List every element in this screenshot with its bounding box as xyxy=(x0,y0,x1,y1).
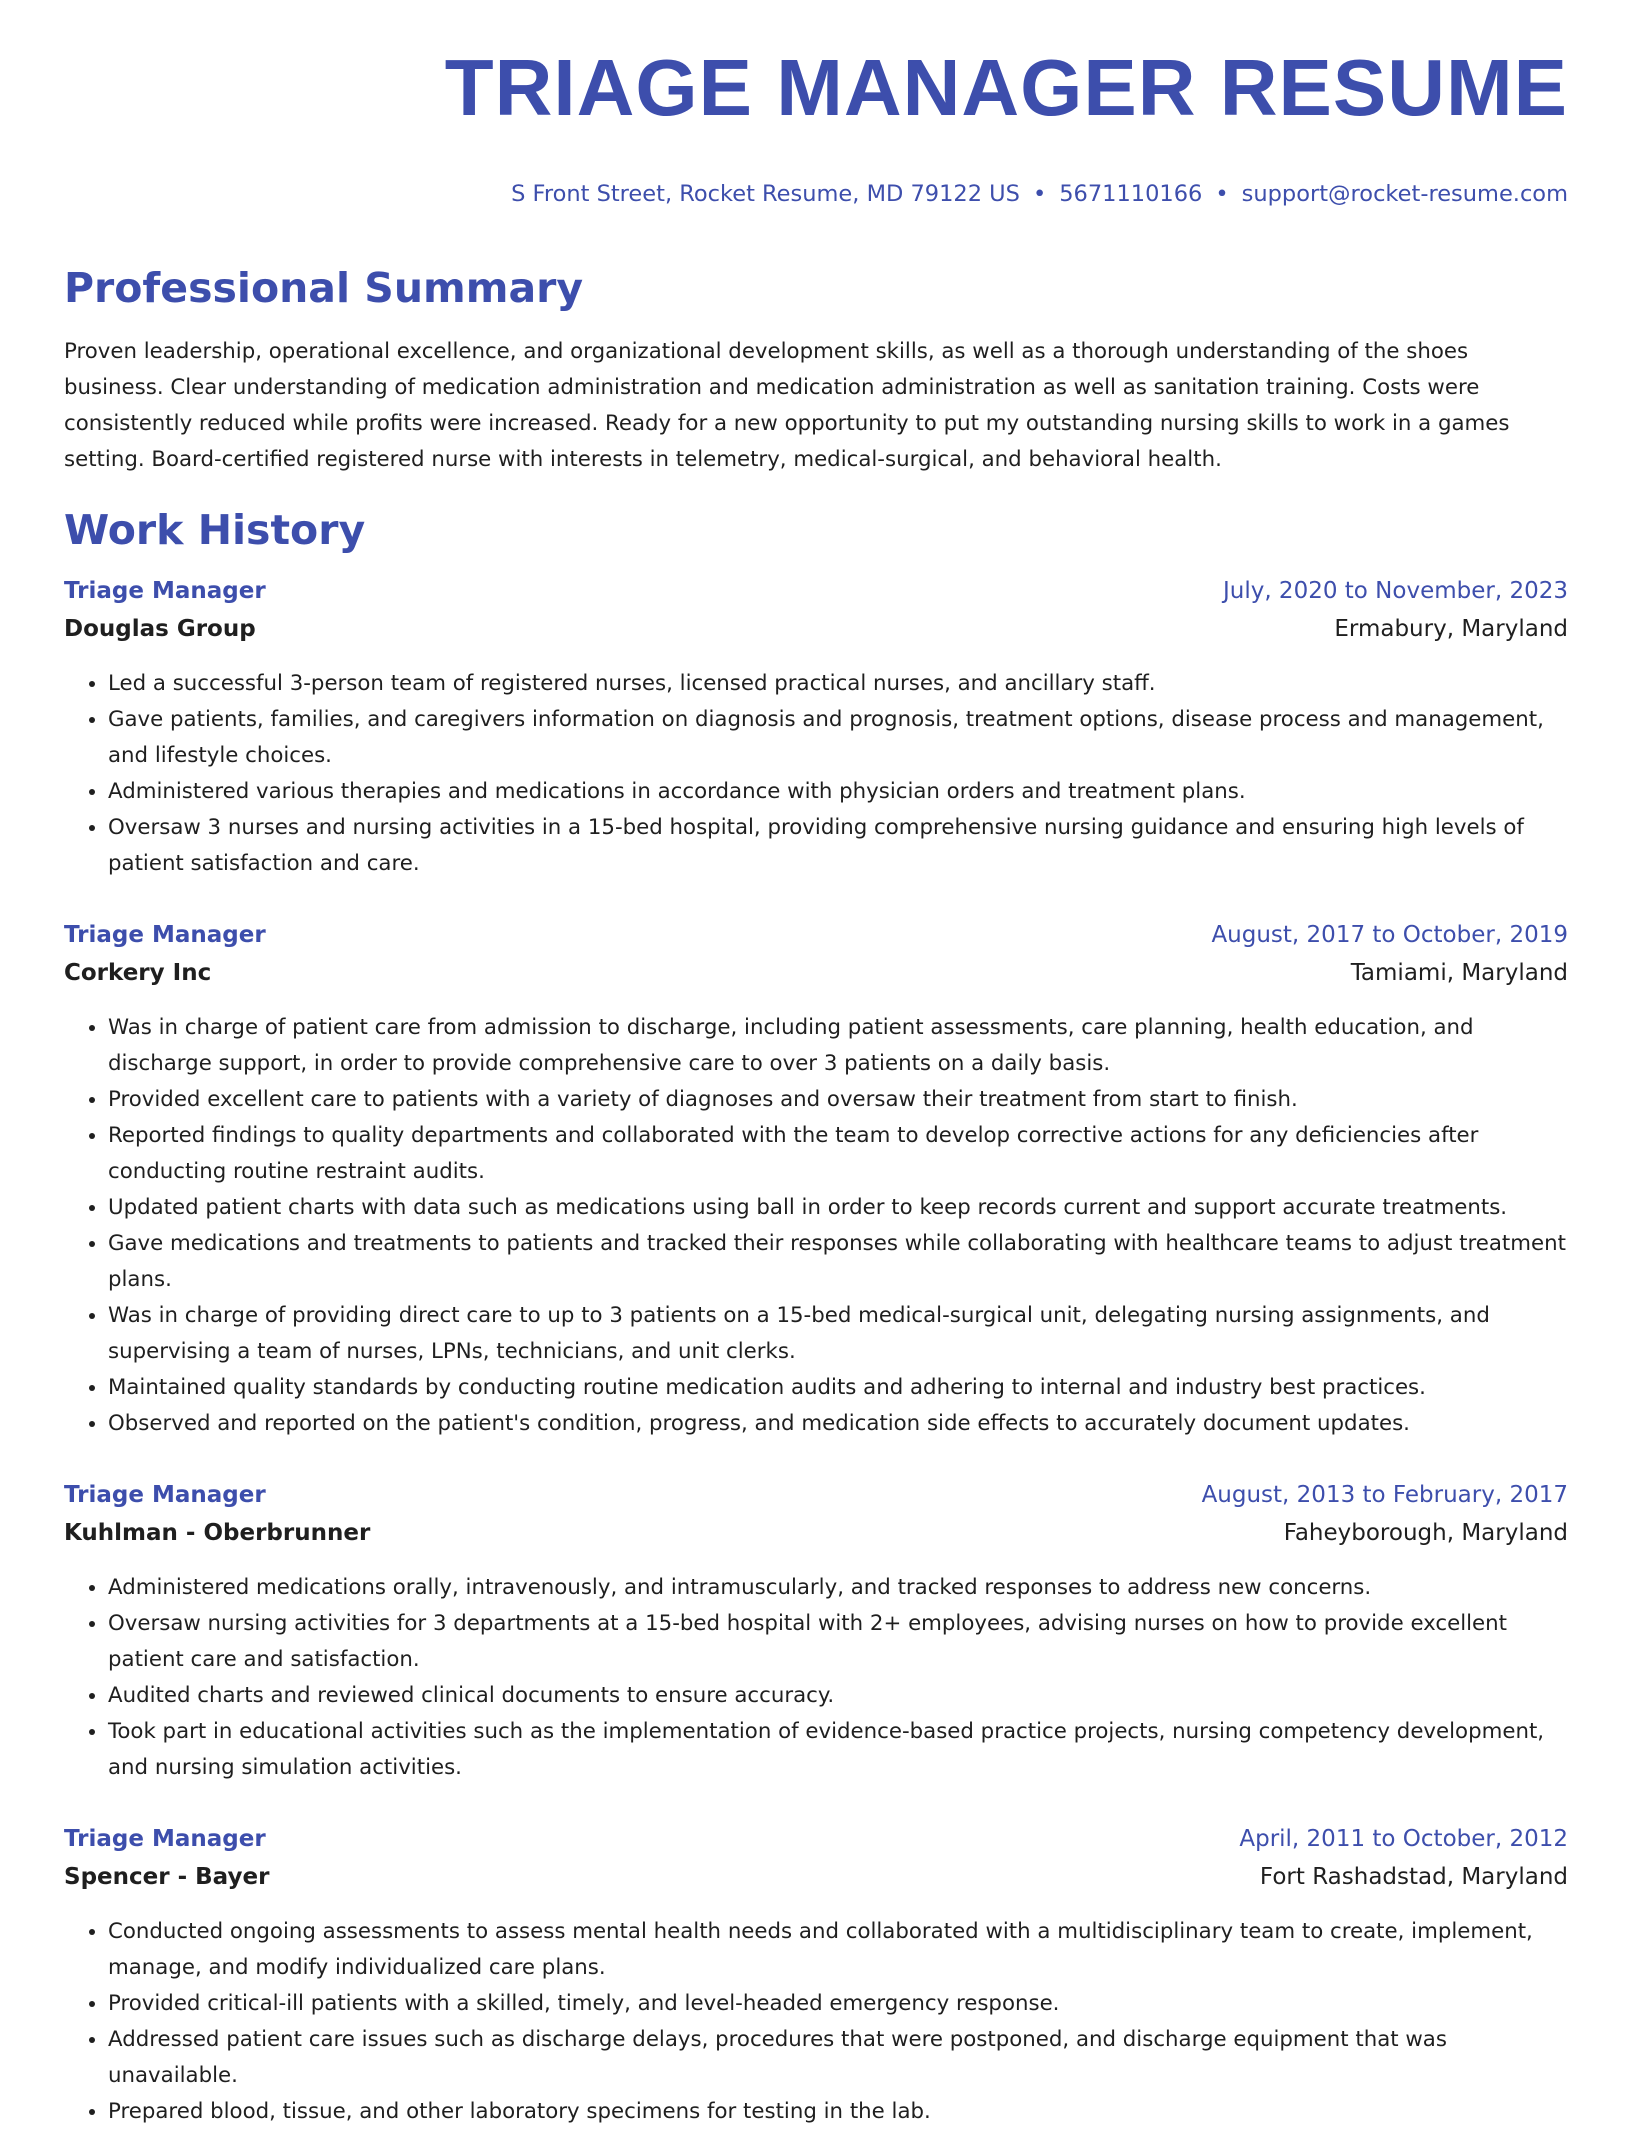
contact-separator: • xyxy=(1215,181,1229,207)
job-header xyxy=(64,1482,1568,1520)
job-bullet: • Reported findings to quality departments and collaborated with the team to develop corrective actions for any deficiencies after conducting routine restraint audits. xyxy=(108,1118,1568,1190)
job-dates: April, 2011 to October, 2012 xyxy=(1239,1826,1568,1852)
job-bullet: • Conducted ongoing assessments to assess mental health needs and collaborated with a multidisciplinary team to create, implement, manage, and modify individualized care plans. xyxy=(108,1914,1568,1986)
resume-title: TRIAGE MANAGER RESUME xyxy=(444,43,1568,132)
job-header xyxy=(64,922,1568,960)
job-subheader xyxy=(64,1864,1568,1902)
contact-phone: 5671110166 xyxy=(1059,181,1203,207)
job-subheader xyxy=(64,960,1568,998)
summary-heading: Professional Summary xyxy=(64,264,584,312)
job-company: Spencer - Bayer xyxy=(64,1864,270,1890)
contact-separator: • xyxy=(1032,181,1047,207)
contact-email[interactable]: support@rocket-resume.com xyxy=(1241,181,1568,207)
job-bullet: • Oversaw 3 nurses and nursing activities in a 15-bed hospital, providing comprehensive nursing guidance and ensuring high levels of patient satisfaction and care. xyxy=(108,810,1568,882)
job-location: Faheyborough, Maryland xyxy=(1283,1520,1568,1546)
job-bullets xyxy=(64,1010,1568,1442)
job-subheader xyxy=(64,1520,1568,1558)
job-location: Tamiami, Maryland xyxy=(1350,960,1568,986)
job-bullet: • Addressed patient care issues such as discharge delays, procedures that were postponed, and discharge equipment that was unavailable. xyxy=(108,2022,1568,2094)
job-bullet: • Provided excellent care to patients with a variety of diagnoses and oversaw their treatment from start to finish. xyxy=(108,1082,1568,1118)
contact-address: S Front Street, Rocket Resume, MD 79122 US xyxy=(511,181,1020,207)
job-header xyxy=(64,578,1568,616)
work-history-heading: Work History xyxy=(64,506,366,554)
summary-text: Proven leadership, operational excellence, and organizational development skills, as well as a thorough understanding of the shoes business. Clear understanding of medication administration and medication administration as well as sanitation training. Costs were consistently reduced while profits were increased. Ready for a new opportunity to put my outstanding nursing skills to work in a games setting. Board-certified registered nurse with interests in telemetry, medical-surgical, and behavioral health. xyxy=(64,339,1510,472)
job-bullet: • Gave medications and treatments to patients and tracked their responses while collaborating with healthcare teams to adjust treatment plans. xyxy=(108,1226,1568,1298)
job-title: Triage Manager xyxy=(64,1826,266,1852)
job-bullet: • Administered various therapies and medications in accordance with physician orders and treatment plans. xyxy=(108,774,1568,810)
job-entry xyxy=(64,1826,1568,2130)
job-bullet: • Was in charge of providing direct care to up to 3 patients on a 15-bed medical-surgical unit, delegating nursing assignments, and supervising a team of nurses, LPNs, technicians, and unit clerks. xyxy=(108,1298,1568,1370)
job-entry xyxy=(64,578,1568,882)
job-bullet: • Provided critical-ill patients with a skilled, timely, and level-headed emergency response. xyxy=(108,1986,1568,2022)
job-location: Fort Rashadstad, Maryland xyxy=(1259,1864,1568,1890)
job-location: Ermabury, Maryland xyxy=(1334,616,1568,642)
job-company: Kuhlman - Oberbrunner xyxy=(64,1520,371,1546)
job-dates: August, 2017 to October, 2019 xyxy=(1211,922,1568,948)
job-bullet: • Took part in educational activities such as the implementation of evidence-based practice projects, nursing competency development, and nursing simulation activities. xyxy=(108,1714,1568,1786)
job-bullet: • Audited charts and reviewed clinical documents to ensure accuracy. xyxy=(108,1678,1568,1714)
job-bullet: • Maintained quality standards by conducting routine medication audits and adhering to internal and industry best practices. xyxy=(108,1370,1568,1406)
job-entry xyxy=(64,922,1568,1442)
job-title: Triage Manager xyxy=(64,1482,266,1508)
job-bullets xyxy=(64,666,1568,882)
job-header xyxy=(64,1826,1568,1864)
job-entry xyxy=(64,1482,1568,1786)
job-bullet: • Gave patients, families, and caregivers information on diagnosis and prognosis, treatment options, disease process and management, and lifestyle choices. xyxy=(108,702,1568,774)
job-dates: August, 2013 to February, 2017 xyxy=(1201,1482,1568,1508)
job-subheader xyxy=(64,616,1568,654)
job-bullet: • Observed and reported on the patient's condition, progress, and medication side effects to accurately document updates. xyxy=(108,1406,1568,1442)
job-title: Triage Manager xyxy=(64,578,266,604)
contact-line xyxy=(511,181,1568,207)
job-bullet: • Led a successful 3-person team of registered nurses, licensed practical nurses, and ancillary staff. xyxy=(108,666,1568,702)
job-bullets xyxy=(64,1914,1568,2130)
job-dates: July, 2020 to November, 2023 xyxy=(1222,578,1568,604)
job-bullets xyxy=(64,1570,1568,1786)
job-bullet: • Updated patient charts with data such as medications using ball in order to keep records current and support accurate treatments. xyxy=(108,1190,1568,1226)
job-bullet: • Was in charge of patient care from admission to discharge, including patient assessments, care planning, health education, and discharge support, in order to provide comprehensive care to over 3 patients on a daily basis. xyxy=(108,1010,1568,1082)
job-bullet: • Prepared blood, tissue, and other laboratory specimens for testing in the lab. xyxy=(108,2094,1568,2130)
job-title: Triage Manager xyxy=(64,922,266,948)
job-bullet: • Oversaw nursing activities for 3 departments at a 15-bed hospital with 2+ employees, advising nurses on how to provide excellent patient care and satisfaction. xyxy=(108,1606,1568,1678)
job-company: Douglas Group xyxy=(64,616,256,642)
job-company: Corkery Inc xyxy=(64,960,212,986)
job-bullet: • Administered medications orally, intravenously, and intramuscularly, and tracked responses to address new concerns. xyxy=(108,1570,1568,1606)
